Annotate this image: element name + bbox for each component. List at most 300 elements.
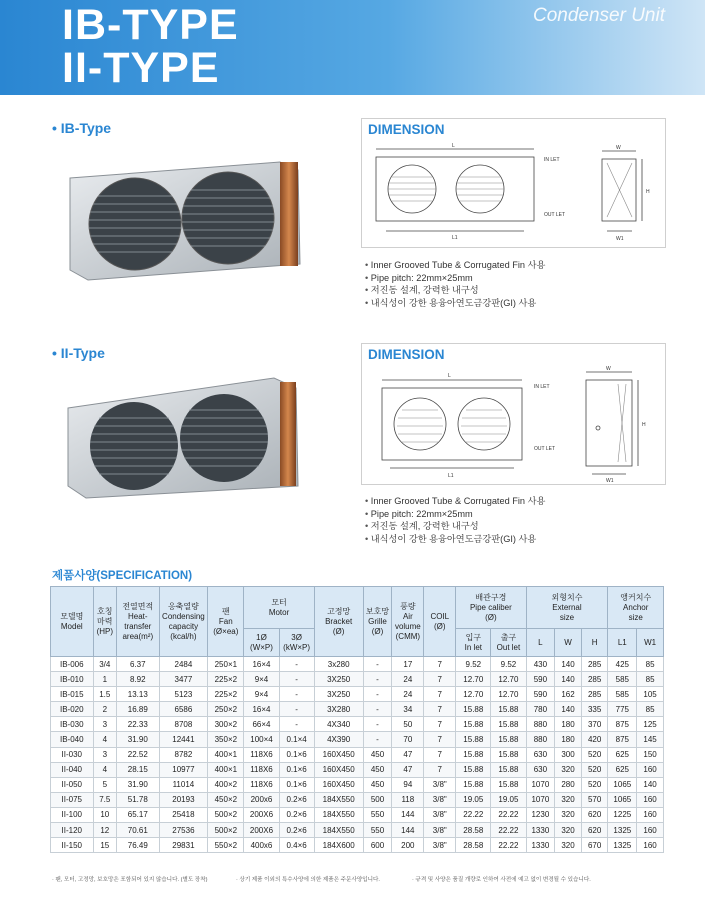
ib-type-unit-photo	[48, 142, 313, 282]
table-cell: 4	[93, 762, 116, 777]
col-outlet: 출구 Out let	[491, 629, 526, 657]
table-cell: 16.89	[117, 702, 160, 717]
table-cell: 160X450	[314, 777, 363, 792]
table-cell: 1	[93, 672, 116, 687]
table-cell: 22.22	[491, 823, 526, 838]
header-subtitle: Condenser Unit	[532, 5, 665, 26]
table-cell: 29831	[159, 838, 208, 853]
table-row	[51, 792, 664, 807]
ib-label-w: W	[616, 145, 621, 151]
table-cell: 7	[424, 672, 456, 687]
col-capacity: 응축열량 Condensing capacity (kcal/h)	[159, 587, 208, 657]
table-cell: 875	[608, 732, 637, 747]
table-cell: 3/8"	[424, 777, 456, 792]
table-cell: 3	[93, 717, 116, 732]
table-cell: 17	[392, 657, 424, 672]
table-cell: -	[279, 717, 314, 732]
table-cell: 85	[637, 657, 664, 672]
table-cell: 300×2	[208, 717, 244, 732]
col-motor-3p: 3Ø (kW×P)	[279, 629, 314, 657]
footnote-3: · 규격 및 사양은 품질 개량로 인하여 사전에 예고 없이 변경될 수 있습니다.	[412, 877, 591, 883]
table-cell: 585	[608, 672, 637, 687]
table-cell: 300	[555, 747, 582, 762]
table-cell: 144	[392, 823, 424, 838]
ib-feature-item: • 내식성이 강한 용융아연도금강판(GI) 사용	[365, 297, 545, 310]
ii-feature-item: • Inner Grooved Tube & Corrugated Fin 사용	[365, 495, 545, 508]
table-cell: 350×2	[208, 732, 244, 747]
table-cell: 7	[424, 732, 456, 747]
table-cell: 7.5	[93, 792, 116, 807]
table-cell: 430	[526, 657, 555, 672]
table-cell: 22.52	[117, 747, 160, 762]
table-cell: 450	[363, 747, 392, 762]
table-cell: 25418	[159, 807, 208, 822]
table-cell: 160	[637, 762, 664, 777]
table-cell: 125	[637, 717, 664, 732]
table-cell: 100×4	[244, 732, 279, 747]
col-W: W	[555, 629, 582, 657]
table-row	[51, 838, 664, 853]
table-cell: 85	[637, 702, 664, 717]
table-cell: 3	[93, 747, 116, 762]
table-cell: 2	[93, 702, 116, 717]
table-cell: II-030	[51, 747, 94, 762]
ib-label-outlet: OUT LET	[544, 212, 566, 218]
table-cell: 1070	[526, 792, 555, 807]
table-cell: 400×1	[208, 762, 244, 777]
col-hp: 호칭 마력 (HP)	[93, 587, 116, 657]
table-cell: 76.49	[117, 838, 160, 853]
table-cell: 780	[526, 702, 555, 717]
table-cell: 15.88	[491, 702, 526, 717]
table-cell: 1325	[608, 823, 637, 838]
table-cell: 15.88	[456, 762, 491, 777]
table-cell: 550	[363, 807, 392, 822]
table-cell: 0.1×6	[279, 777, 314, 792]
table-cell: 22.22	[491, 838, 526, 853]
table-cell: 3/4	[93, 657, 116, 672]
ib-feature-item: • 저진동 설계, 강력한 내구성	[365, 284, 545, 297]
table-cell: 400x6	[244, 838, 279, 853]
table-cell: 2484	[159, 657, 208, 672]
table-cell: 400×2	[208, 777, 244, 792]
ib-label-l1: L1	[452, 235, 458, 241]
table-cell: 0.1×4	[279, 732, 314, 747]
table-cell: 140	[555, 657, 582, 672]
table-cell: 585	[608, 687, 637, 702]
col-air: 풍량 Air volume (CMM)	[392, 587, 424, 657]
table-cell: 24	[392, 687, 424, 702]
table-cell: 50	[392, 717, 424, 732]
table-cell: 500×2	[208, 807, 244, 822]
table-cell: 140	[555, 702, 582, 717]
table-cell: 320	[555, 792, 582, 807]
ii-type-heading: • II-Type	[52, 345, 105, 361]
table-cell: 28.58	[456, 823, 491, 838]
table-cell: 12.70	[491, 672, 526, 687]
table-cell: 20193	[159, 792, 208, 807]
table-cell: 118X6	[244, 777, 279, 792]
table-cell: 875	[608, 717, 637, 732]
table-cell: 0.1×6	[279, 762, 314, 777]
ii-label-h: H	[642, 422, 646, 428]
table-cell: 0.2×6	[279, 792, 314, 807]
table-cell: 285	[581, 657, 608, 672]
table-row	[51, 732, 664, 747]
table-cell: 320	[555, 807, 582, 822]
table-cell: 27536	[159, 823, 208, 838]
spec-table	[50, 586, 664, 853]
table-cell: 1.5	[93, 687, 116, 702]
table-cell: 450	[363, 762, 392, 777]
table-cell: 3/8"	[424, 807, 456, 822]
table-cell: 250×1	[208, 657, 244, 672]
spec-table-body	[51, 657, 664, 853]
table-cell: 1065	[608, 792, 637, 807]
table-cell: 1330	[526, 838, 555, 853]
table-row	[51, 762, 664, 777]
table-cell: 0.2×6	[279, 807, 314, 822]
table-cell: IB-030	[51, 717, 94, 732]
ib-dimension-title: DIMENSION	[368, 122, 445, 137]
table-cell: II-100	[51, 807, 94, 822]
table-cell: 31.90	[117, 777, 160, 792]
table-cell: 320	[555, 838, 582, 853]
table-cell: 285	[581, 672, 608, 687]
table-cell: 19.05	[491, 792, 526, 807]
table-cell: 144	[392, 807, 424, 822]
table-cell: 5	[93, 777, 116, 792]
table-cell: 12.70	[491, 687, 526, 702]
table-cell: 12441	[159, 732, 208, 747]
table-cell: 7	[424, 687, 456, 702]
table-cell: 160X450	[314, 747, 363, 762]
table-cell: II-120	[51, 823, 94, 838]
table-cell: 94	[392, 777, 424, 792]
table-cell: -	[363, 687, 392, 702]
ii-label-inlet: IN LET	[534, 384, 550, 390]
table-cell: 6.37	[117, 657, 160, 672]
table-cell: 15.88	[491, 762, 526, 777]
table-cell: 11014	[159, 777, 208, 792]
table-cell: 28.58	[456, 838, 491, 853]
table-cell: 85	[637, 672, 664, 687]
col-area: 전열면적 Heat- transfer area(m²)	[117, 587, 160, 657]
table-cell: 420	[581, 732, 608, 747]
ii-dimension-title: DIMENSION	[368, 347, 445, 362]
table-cell: 8708	[159, 717, 208, 732]
table-cell: 3/8"	[424, 838, 456, 853]
table-cell: 520	[581, 747, 608, 762]
ib-feature-item: • Inner Grooved Tube & Corrugated Fin 사용	[365, 259, 545, 272]
table-cell: 140	[637, 777, 664, 792]
ii-feature-item: • Pipe pitch: 22mm×25mm	[365, 508, 545, 521]
title-ib-type: IB-TYPE	[62, 1, 239, 49]
ib-label-w1: W1	[616, 236, 624, 242]
table-row	[51, 807, 664, 822]
table-cell: 4X340	[314, 717, 363, 732]
table-cell: 3X250	[314, 687, 363, 702]
col-external-size: 외형치수 External size	[526, 587, 608, 629]
table-cell: 7	[424, 762, 456, 777]
table-cell: 15	[93, 838, 116, 853]
table-cell: 4X390	[314, 732, 363, 747]
col-W1: W1	[637, 629, 664, 657]
table-cell: 160	[637, 823, 664, 838]
table-cell: 450×2	[208, 792, 244, 807]
table-cell: II-040	[51, 762, 94, 777]
table-cell: 620	[581, 807, 608, 822]
table-cell: 670	[581, 838, 608, 853]
table-cell: 184X550	[314, 823, 363, 838]
table-cell: 590	[526, 672, 555, 687]
table-cell: 590	[526, 687, 555, 702]
table-cell: 180	[555, 717, 582, 732]
table-cell: 70.61	[117, 823, 160, 838]
ib-feature-list	[365, 259, 545, 309]
table-cell: 520	[581, 762, 608, 777]
table-cell: 34	[392, 702, 424, 717]
table-cell: 15.88	[456, 702, 491, 717]
table-cell: 12	[93, 823, 116, 838]
ii-feature-list	[365, 495, 545, 545]
table-cell: 630	[526, 762, 555, 777]
col-motor-1p: 1Ø (W×P)	[244, 629, 279, 657]
table-cell: 1065	[608, 777, 637, 792]
col-L1: L1	[608, 629, 637, 657]
table-cell: 184X550	[314, 807, 363, 822]
table-cell: 7	[424, 747, 456, 762]
table-cell: -	[279, 672, 314, 687]
ii-label-outlet: OUT LET	[534, 446, 556, 452]
table-cell: 3x280	[314, 657, 363, 672]
table-cell: 3/8"	[424, 823, 456, 838]
table-cell: 47	[392, 762, 424, 777]
table-cell: 150	[637, 747, 664, 762]
table-cell: -	[279, 702, 314, 717]
table-cell: 880	[526, 717, 555, 732]
table-cell: 620	[581, 823, 608, 838]
table-cell: 450	[363, 777, 392, 792]
table-cell: -	[363, 672, 392, 687]
table-cell: 184X600	[314, 838, 363, 853]
table-cell: 160	[637, 807, 664, 822]
table-cell: 775	[608, 702, 637, 717]
table-cell: 1230	[526, 807, 555, 822]
table-cell: 118	[392, 792, 424, 807]
table-cell: 570	[581, 792, 608, 807]
table-cell: 200X6	[244, 823, 279, 838]
table-cell: 12.70	[456, 687, 491, 702]
table-cell: 1225	[608, 807, 637, 822]
table-row	[51, 717, 664, 732]
table-cell: 12.70	[456, 672, 491, 687]
page-header	[0, 0, 705, 95]
table-cell: 285	[581, 687, 608, 702]
title-ii-type: II-TYPE	[62, 44, 220, 92]
table-cell: 1325	[608, 838, 637, 853]
ii-label-l: L	[448, 373, 451, 379]
ii-feature-item: • 저진동 설계, 강력한 내구성	[365, 520, 545, 533]
col-anchor-size: 앵커치수 Anchor size	[608, 587, 664, 629]
table-cell: 9×4	[244, 672, 279, 687]
table-cell: 335	[581, 702, 608, 717]
table-row	[51, 657, 664, 672]
table-cell: 550	[363, 823, 392, 838]
table-cell: 520	[581, 777, 608, 792]
table-cell: 3477	[159, 672, 208, 687]
table-cell: 500	[363, 792, 392, 807]
table-cell: 200X6	[244, 807, 279, 822]
table-cell: 0.2×6	[279, 823, 314, 838]
spec-title: 제품사양(SPECIFICATION)	[52, 570, 193, 582]
table-cell: 425	[608, 657, 637, 672]
table-cell: IB-040	[51, 732, 94, 747]
table-cell: 118X6	[244, 747, 279, 762]
table-cell: -	[363, 732, 392, 747]
ii-label-l1: L1	[448, 473, 454, 479]
ii-dimension-box	[361, 343, 666, 485]
col-pipe: 배관구경 Pipe caliber (Ø)	[456, 587, 526, 629]
ib-dimension-drawing	[362, 119, 667, 249]
ib-type-heading: • IB-Type	[52, 120, 112, 136]
table-cell: 225×2	[208, 672, 244, 687]
table-cell: 400×1	[208, 747, 244, 762]
ib-dimension-box	[361, 118, 666, 248]
table-cell: 3X280	[314, 702, 363, 717]
table-cell: 160	[637, 792, 664, 807]
table-cell: 22.22	[491, 807, 526, 822]
col-bracket: 고정망 Bracket (Ø)	[314, 587, 363, 657]
table-cell: 6586	[159, 702, 208, 717]
table-cell: IB-006	[51, 657, 94, 672]
table-cell: 7	[424, 657, 456, 672]
table-cell: 16×4	[244, 702, 279, 717]
table-cell: 15.88	[491, 717, 526, 732]
table-cell: 880	[526, 732, 555, 747]
table-cell: 5123	[159, 687, 208, 702]
table-cell: 3/8"	[424, 792, 456, 807]
table-cell: 66×4	[244, 717, 279, 732]
ii-type-unit-photo	[48, 368, 313, 508]
table-cell: 118X6	[244, 762, 279, 777]
table-cell: 225×2	[208, 687, 244, 702]
table-cell: 15.88	[456, 732, 491, 747]
table-cell: 630	[526, 747, 555, 762]
table-cell: -	[279, 657, 314, 672]
ib-label-l: L	[452, 143, 455, 149]
table-cell: 70	[392, 732, 424, 747]
table-cell: 550×2	[208, 838, 244, 853]
table-cell: 9.52	[491, 657, 526, 672]
table-row	[51, 687, 664, 702]
table-cell: 500×2	[208, 823, 244, 838]
table-cell: II-075	[51, 792, 94, 807]
table-cell: 4	[93, 732, 116, 747]
ii-feature-item: • 내식성이 강한 용융아연도금강판(GI) 사용	[365, 533, 545, 546]
table-cell: II-050	[51, 777, 94, 792]
table-cell: IB-015	[51, 687, 94, 702]
table-cell: 15.88	[456, 747, 491, 762]
table-cell: 160	[637, 838, 664, 853]
table-cell: 16×4	[244, 657, 279, 672]
table-cell: 15.88	[491, 777, 526, 792]
table-cell: -	[363, 717, 392, 732]
table-cell: 162	[555, 687, 582, 702]
table-cell: 13.13	[117, 687, 160, 702]
table-cell: IB-020	[51, 702, 94, 717]
table-row	[51, 702, 664, 717]
table-cell: 145	[637, 732, 664, 747]
table-row	[51, 777, 664, 792]
table-cell: -	[363, 657, 392, 672]
table-cell: 320	[555, 823, 582, 838]
table-cell: 22.33	[117, 717, 160, 732]
table-cell: 280	[555, 777, 582, 792]
table-cell: 320	[555, 762, 582, 777]
table-cell: 51.78	[117, 792, 160, 807]
col-inlet: 입구 In let	[456, 629, 491, 657]
table-cell: 15.88	[491, 732, 526, 747]
table-row	[51, 672, 664, 687]
table-cell: 22.22	[456, 807, 491, 822]
ib-label-inlet: IN LET	[544, 157, 560, 163]
table-cell: -	[363, 702, 392, 717]
table-cell: 200x6	[244, 792, 279, 807]
table-cell: 8782	[159, 747, 208, 762]
ib-label-h: H	[646, 189, 650, 195]
table-cell: 10	[93, 807, 116, 822]
col-L: L	[526, 629, 555, 657]
ii-label-w: W	[606, 366, 611, 372]
table-cell: IB-010	[51, 672, 94, 687]
table-cell: 15.88	[456, 777, 491, 792]
table-cell: 65.17	[117, 807, 160, 822]
table-cell: 15.88	[456, 717, 491, 732]
table-cell: 9.52	[456, 657, 491, 672]
col-motor: 모터 Motor	[244, 587, 314, 629]
table-cell: 625	[608, 747, 637, 762]
col-model: 모델명 Model	[51, 587, 94, 657]
table-row	[51, 823, 664, 838]
table-cell: II-150	[51, 838, 94, 853]
ii-label-w1: W1	[606, 478, 614, 484]
table-cell: 15.88	[491, 747, 526, 762]
table-cell: 184X550	[314, 792, 363, 807]
table-cell: 600	[363, 838, 392, 853]
table-cell: 200	[392, 838, 424, 853]
ii-dimension-drawing	[362, 344, 667, 486]
table-cell: 7	[424, 702, 456, 717]
table-cell: 10977	[159, 762, 208, 777]
table-cell: 250×2	[208, 702, 244, 717]
ib-feature-item: • Pipe pitch: 22mm×25mm	[365, 272, 545, 285]
table-cell: 370	[581, 717, 608, 732]
table-cell: 1070	[526, 777, 555, 792]
table-cell: 180	[555, 732, 582, 747]
col-H: H	[581, 629, 608, 657]
table-cell: 28.15	[117, 762, 160, 777]
table-row	[51, 747, 664, 762]
col-coil: COIL (Ø)	[424, 587, 456, 657]
table-cell: 0.1×6	[279, 747, 314, 762]
table-cell: 8.92	[117, 672, 160, 687]
table-cell: 31.90	[117, 732, 160, 747]
table-cell: 7	[424, 717, 456, 732]
table-cell: 105	[637, 687, 664, 702]
table-cell: 24	[392, 672, 424, 687]
table-cell: 160X450	[314, 762, 363, 777]
